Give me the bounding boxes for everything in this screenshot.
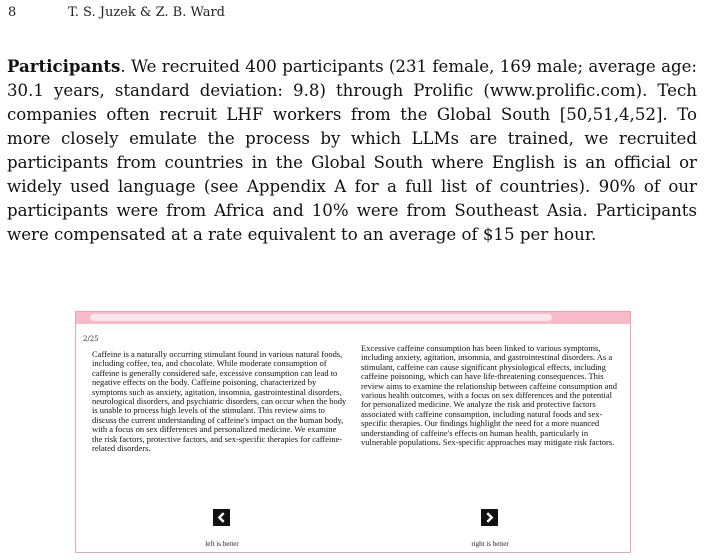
chevron-right-icon (484, 512, 495, 523)
left-is-better-button[interactable] (213, 509, 230, 526)
right-is-better-button[interactable] (481, 509, 498, 526)
paragraph-body: . We recruited 400 participants (231 female, 169 male; average age: 30.1 years, standard deviation: 9.8) through Prolific (www.prolific.com). Tech companies often recruit LHF workers from the Global South [50,51,4,52]. To more closely emulate the process by which LLMs are trained, we recruited participants from countries in the Global South where English is an official or widely used language (see Appendix A for a full list of countries). 90% of our participants were from Africa and 10% were from Southeast Asia. Participants were compensated at a rate equivalent to an average of $15 per hour. (7, 57, 697, 244)
left-text-option: Caffeine is a naturally occurring stimulant found in various natural foods, including coffee, tea, and chocolate. While moderate consumption of caffeine is generally considered safe, excessive consumption can lead to negative effects on the body. Caffeine poisoning, characterized by symptoms such as anxiety, agitation, insomnia, gastrointestinal disorders, neurological disorders, and psychiatric disorders, can occur when the body is unable to process high levels of the stimulant. This review aims to discuss the current understanding of caffeine's impact on the human body, with a focus on sex differences and personalized medicine. We examine the risk factors, protective factors, and sex-specific therapies for caffeine-related disorders. (92, 349, 347, 454)
left-is-better-label: left is better (205, 540, 239, 548)
page-number: 8 (8, 5, 17, 20)
right-is-better-label: right is better (471, 540, 509, 548)
paragraph-lead: Participants (7, 56, 121, 76)
item-counter: 2/25 (83, 335, 99, 343)
progress-bar (90, 314, 552, 321)
participants-paragraph (7, 54, 697, 247)
running-header (8, 5, 225, 20)
chevron-left-icon (216, 512, 227, 523)
authors: T. S. Juzek & Z. B. Ward (68, 5, 225, 20)
comparison-interface-figure (75, 311, 631, 553)
right-text-option: Excessive caffeine consumption has been linked to various symptoms, including anxiety, agitation, insomnia, and gastrointestinal disorders. As a stimulant, caffeine can cause significant physiological effects, including caffeine poisoning, which can have life-threatening consequences. This review aims to examine the relationship between caffeine consumption and various health outcomes, with a focus on sex differences and the potential for personalized medicine. We analyze the risk and protective factors associated with caffeine consumption, including natural foods and sex-specific therapies. Our findings highlight the need for a more nuanced understanding of caffeine's effects on human health, particularly in vulnerable populations. Sex-specific approaches may mitigate risk factors. (361, 343, 617, 448)
